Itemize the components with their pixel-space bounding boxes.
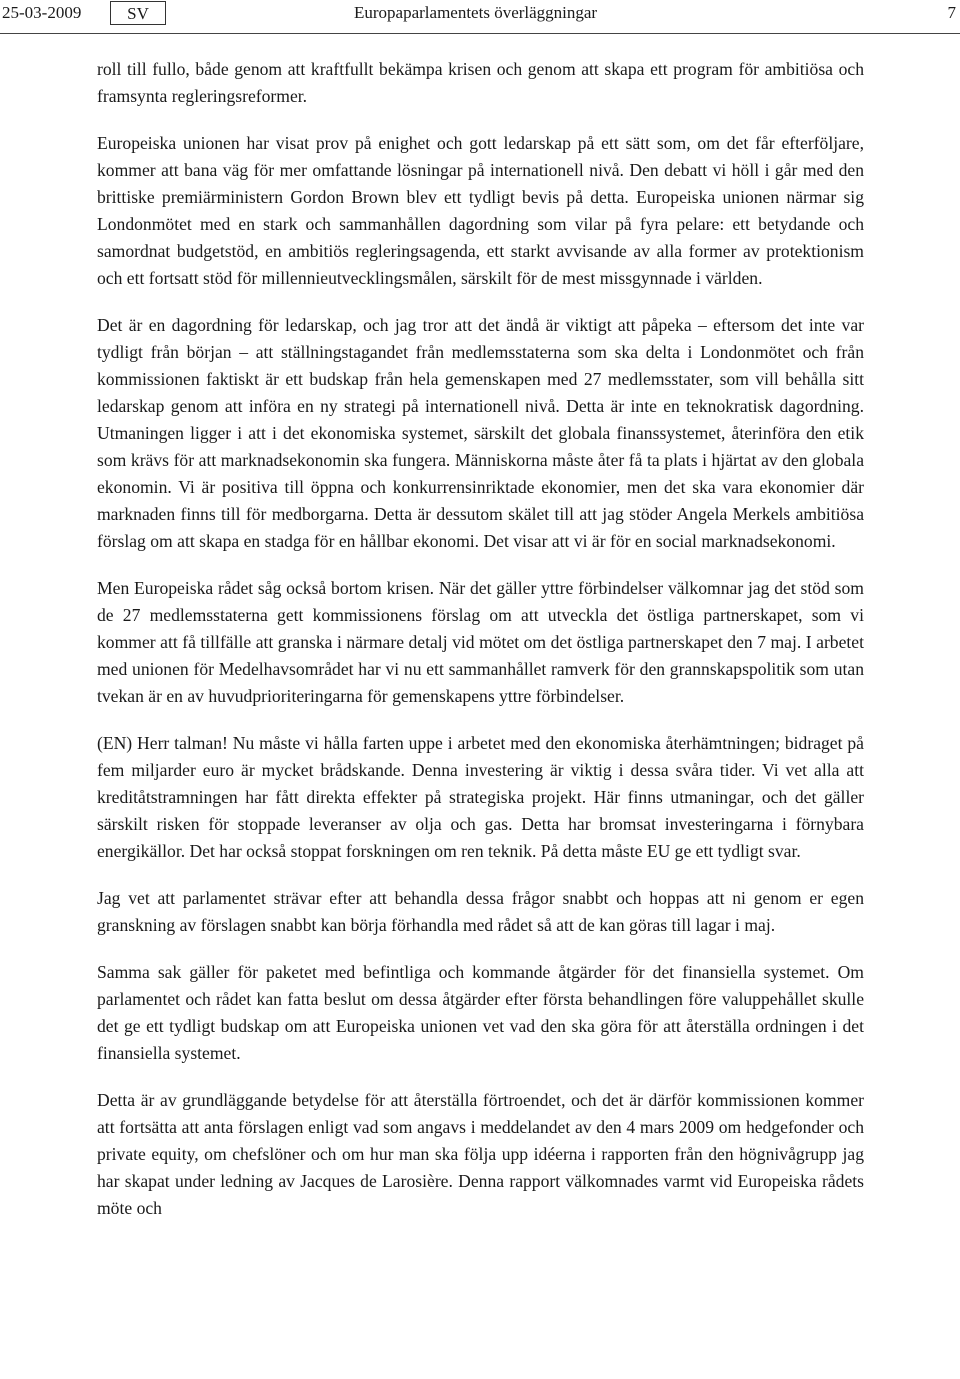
page-number: 7 — [947, 3, 956, 22]
paragraph: (EN) Herr talman! Nu måste vi hålla farten uppe i arbetet med den ekonomiska återhämtningen; bidraget på fem miljarder euro är mycket brådskande. Denna investering är viktig i dessa svåra tider. Vi vet alla att kreditåtstramningen har fått direkta effekter på strategiska projekt. Här finns utmaningar, och det gäller särskilt risken för stoppade leveranser av olja och gas. Detta har bromsat investeringarna i förnybara energikällor. Det har också stoppat forskningen om ren teknik. På detta måste EU ge ett tydligt svar. — [97, 733, 864, 861]
header-divider — [0, 33, 960, 34]
header-title: Europaparlamentets överläggningar — [354, 3, 598, 22]
language-badge: SV — [110, 1, 166, 25]
paragraph: Detta är av grundläggande betydelse för att återställa förtroendet, och det är därför kommissionen kommer att fortsätta att anta förslagen enligt vad som angavs i meddelandet av den 4 mars 2009 om hedgefonder och private equity, om chefslöner och om hur man ska följa upp idéerna i rapporten från den högnivågrupp jag har skapat under ledning av Jacques de Larosière. Denna rapport välkomnades varmt vid Europeiska rådets möte och — [97, 1090, 864, 1218]
paragraph: roll till fullo, både genom att kraftfullt bekämpa krisen och genom att skapa ett program för ambitiösa och framsynta regleringsreformer. — [97, 59, 864, 106]
page-header — [0, 0, 960, 34]
paragraph: Samma sak gäller för paketet med befintliga och kommande åtgärder för det finansiella systemet. Om parlamentet och rådet kan fatta beslut om dessa åtgärder efter första behandlingen före valuppehållet skulle det ge ett tydligt budskap om att Europeiska unionen vet vad den ska göra för att återställa ordningen i det finansiella systemet. — [97, 962, 864, 1063]
paragraph: Europeiska unionen har visat prov på enighet och gott ledarskap på ett sätt som, om det får efterföljare, kommer att bana väg för mer omfattande lösningar på internationell nivå. Den debatt vi höll i går med den brittiske premiärministern Gordon Brown blev ett tydligt bevis på detta. Europeiska unionen närmar sig Londonmötet med en stark och sammanhållen dagordning som vilar på fyra pelare: ett betydande och samordnat budgetstöd, en ambitiös regleringsagenda, ett starkt avvisande av alla former av protektionism och ett fortsatt stöd för millennieutvecklingsmålen, särskilt för de mest missgynnade i världen. — [97, 133, 864, 288]
paragraph: Jag vet att parlamentet strävar efter att behandla dessa frågor snabbt och hoppas att ni genom er egen granskning av förslagen snabbt kan börja förhandla med rådet så att de kan göras till lagar i maj. — [97, 888, 864, 935]
header-date: 25-03-2009 — [2, 3, 82, 22]
paragraph: Det är en dagordning för ledarskap, och jag tror att det ändå är viktigt att påpeka – eftersom det inte var tydligt från början – att ställningstagandet från medlemsstaterna som ska delta i Londonmötet och från kommissionen faktiskt är ett budskap från hela gemenskapen med 27 medlemsstater, som vill behålla sitt ledarskap genom att införa en ny strategi på internationell nivå. Detta är inte en teknokratisk dagordning. Utmaningen ligger i att i det ekonomiska systemet, särskilt det globala finanssystemet, återinföra den etik som krävs för att marknadsekonomin ska fungera. Människorna måste åter få ta plats i hjärtat av den globala ekonomin. Vi är positiva till öppna och konkurrensinriktade ekonomier, men det ska vara ekonomier där marknaden finns till för medborgarna. Detta är dessutom skälet till att jag stöder Angela Merkels ambitiösa förslag om att skapa en stadga för en hållbar ekonomi. Det visar att vi är för en social marknadsekonomi. — [97, 315, 864, 551]
document-body — [97, 56, 864, 1222]
paragraph: Men Europeiska rådet såg också bortom krisen. När det gäller yttre förbindelser välkomnar jag det stöd som de 27 medlemsstaterna gett kommissionens förslag om att utveckla det östliga partnerskapet, som vi kommer att få tillfälle att granska i närmare detalj vid mötet om det östliga partnerskapet den 7 maj. I arbetet med unionen för Medelhavsområdet har vi nu ett sammanhållet ramverk för den grannskapspolitik som utan tvekan är en av huvudprioriteringarna för gemenskapens yttre förbindelser. — [97, 578, 864, 706]
